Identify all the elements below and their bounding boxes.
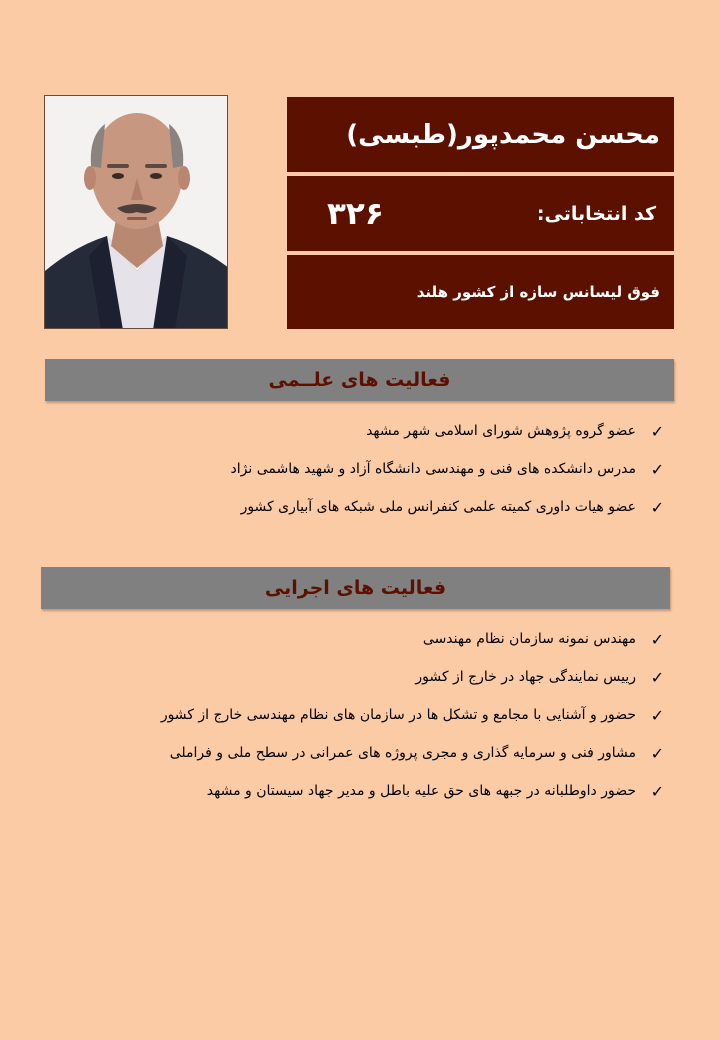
checkmark-icon: ✓ bbox=[650, 667, 664, 687]
list-item bbox=[231, 488, 664, 526]
checkmark-icon: ✓ bbox=[650, 421, 664, 441]
list-item-text: حضور داوطلبانه در جبهه های حق علیه باطل و مدیر جهاد سیستان و مشهد bbox=[206, 783, 636, 799]
scientific-activities-list bbox=[231, 412, 664, 526]
candidate-photo bbox=[44, 95, 228, 329]
list-item-text: مهندس نمونه سازمان نظام مهندسی bbox=[422, 631, 636, 647]
election-code-value: ۳۲۶ bbox=[327, 195, 384, 232]
candidate-name: محسن محمدپور(طبسی) bbox=[287, 97, 674, 172]
list-item bbox=[161, 772, 664, 810]
list-item-text: عضو هیات داوری کمیته علمی کنفرانس ملی شبکه های آبیاری کشور bbox=[240, 499, 636, 515]
checkmark-icon: ✓ bbox=[650, 705, 664, 725]
list-item bbox=[161, 658, 664, 696]
list-item bbox=[161, 734, 664, 772]
list-item-text: رییس نمایندگی جهاد در خارج از کشور bbox=[415, 669, 636, 685]
checkmark-icon: ✓ bbox=[650, 629, 664, 649]
candidate-degree: فوق لیسانس سازه از کشور هلند bbox=[287, 255, 674, 329]
list-item bbox=[231, 412, 664, 450]
list-item-text: حضور و آشنایی با مجامع و تشکل ها در سازمان های نظام مهندسی خارج از کشور bbox=[160, 707, 636, 723]
list-item bbox=[161, 696, 664, 734]
list-item-text: مشاور فنی و سرمایه گذاری و مجری پروژه های عمرانی در سطح ملی و فراملی bbox=[169, 745, 636, 761]
executive-activities-header: فعالیت های اجرایی bbox=[41, 567, 670, 609]
list-item-text: عضو گروه پژوهش شورای اسلامی شهر مشهد bbox=[366, 423, 636, 439]
checkmark-icon: ✓ bbox=[650, 743, 664, 763]
scientific-activities-header: فعالیت های علــمی bbox=[45, 359, 674, 401]
list-item bbox=[231, 450, 664, 488]
checkmark-icon: ✓ bbox=[650, 459, 664, 479]
executive-activities-list bbox=[161, 620, 664, 810]
list-item bbox=[161, 620, 664, 658]
checkmark-icon: ✓ bbox=[650, 497, 664, 517]
election-code-label: کد انتخاباتی: bbox=[536, 202, 656, 225]
checkmark-icon: ✓ bbox=[650, 781, 664, 801]
list-item-text: مدرس دانشکده های فنی و مهندسی دانشگاه آزاد و شهید هاشمی نژاد bbox=[230, 461, 636, 477]
election-code-box bbox=[287, 176, 674, 251]
